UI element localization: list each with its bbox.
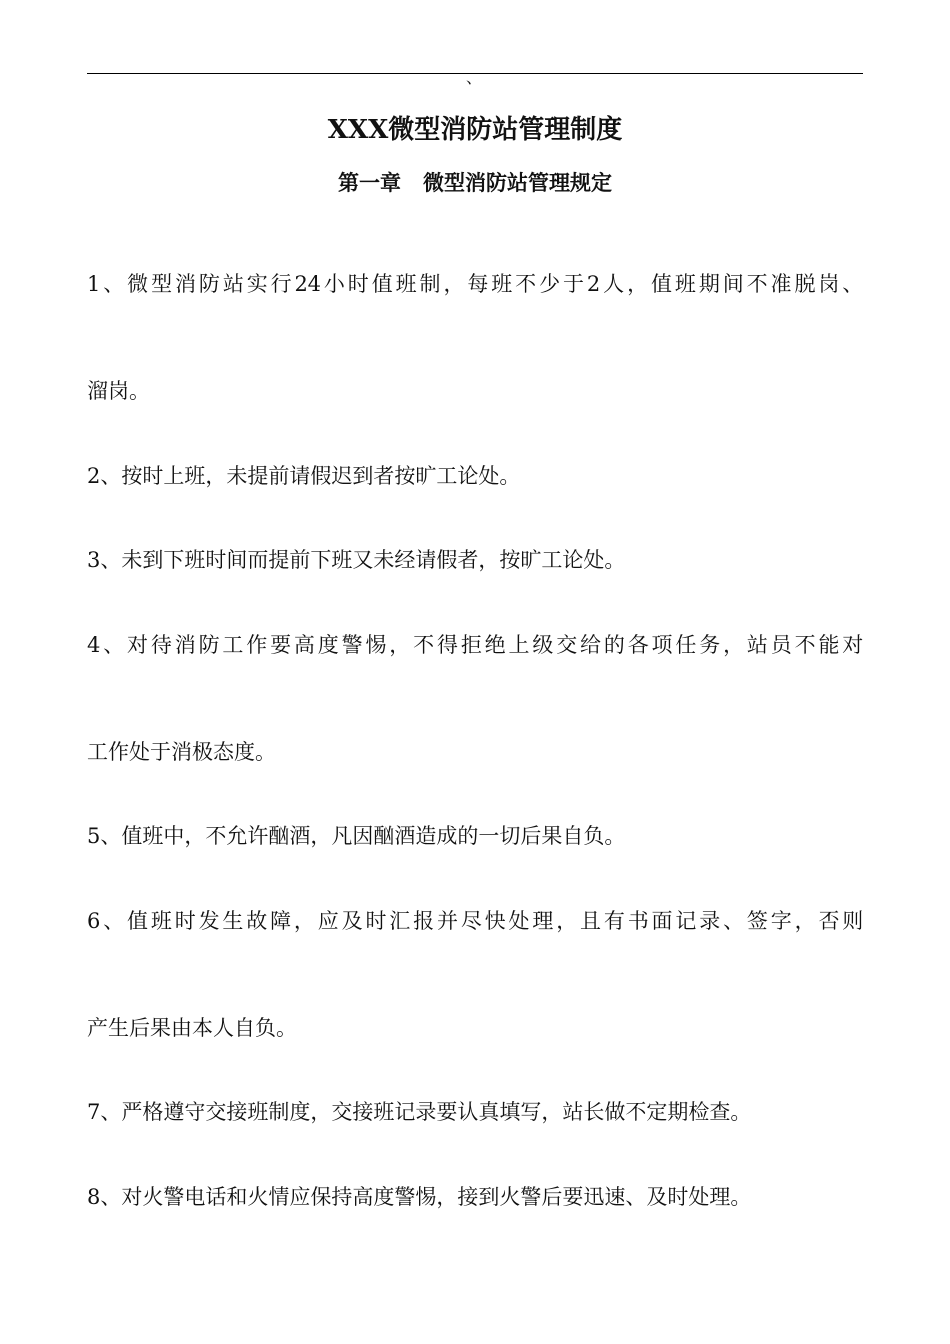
rule-7: 7、严格遵守交接班制度，交接班记录要认真填写，站长做不定期检查。 (87, 1100, 752, 1124)
rule-8: 8、对火警电话和火情应保持高度警惕，接到火警后要迅速、及时处理。 (87, 1185, 752, 1209)
rule-4-line-2: 工作处于消极态度。 (87, 740, 276, 764)
rule-6-line-2: 产生后果由本人自负。 (87, 1016, 297, 1040)
rule-3: 3、未到下班时间而提前下班又未经请假者，按旷工论处。 (87, 548, 626, 572)
document-title: XXX微型消防站管理制度 (327, 115, 623, 145)
rule-5: 5、值班中，不允许酗酒，凡因酗酒造成的一切后果自负。 (87, 824, 626, 848)
rule-1-line-1: 1、微型消防站实行24小时值班制，每班不少于2人，值班期间不准脱岗、 (87, 272, 863, 296)
header-mark: 、 (466, 68, 483, 87)
rule-1-line-2: 溜岗。 (87, 379, 150, 403)
rule-2: 2、按时上班，未提前请假迟到者按旷工论处。 (87, 464, 521, 488)
chapter-title: 第一章 微型消防站管理规定 (338, 170, 612, 195)
rule-6-line-1: 6、值班时发生故障，应及时汇报并尽快处理，且有书面记录、签字，否则 (87, 909, 863, 933)
rule-4-line-1: 4、对待消防工作要高度警惕，不得拒绝上级交给的各项任务，站员不能对 (87, 633, 863, 657)
